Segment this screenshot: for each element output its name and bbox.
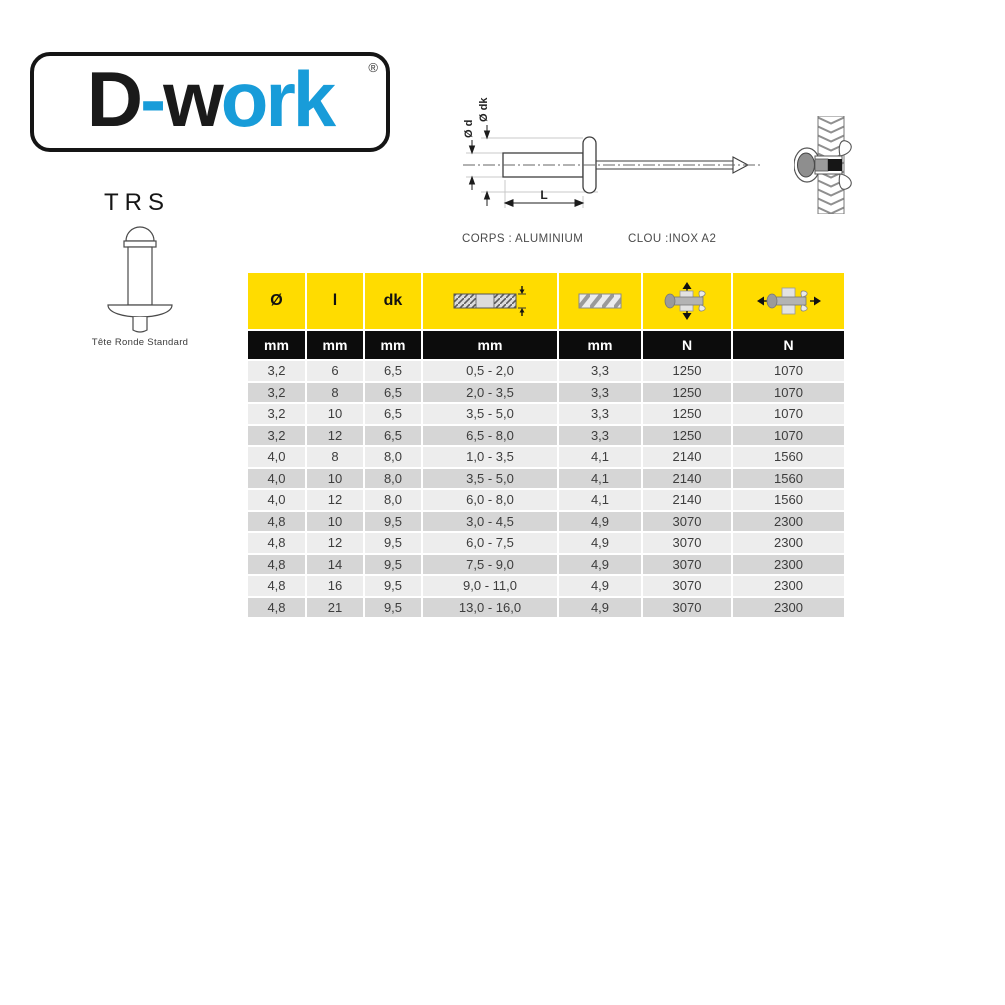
cell-grip-range: 2,0 - 3,5 (423, 383, 557, 403)
cell-length: 10 (307, 469, 363, 489)
cell-drill-diameter: 4,9 (559, 598, 641, 618)
cell-shear-strength: 3070 (643, 576, 731, 596)
cell-shear-strength: 1250 (643, 383, 731, 403)
col-header-label: dk (383, 292, 403, 309)
cell-tensile-strength: 1560 (733, 469, 844, 489)
product-code: TRS (104, 189, 170, 216)
cell-head-diameter: 6,5 (365, 404, 421, 424)
cell-length: 21 (307, 598, 363, 618)
spec-row (248, 555, 844, 575)
cell-grip-range: 7,5 - 9,0 (423, 555, 557, 575)
body-material-label: CORPS : ALUMINIUM (462, 233, 584, 245)
cell-head-diameter: 9,5 (365, 598, 421, 618)
technical-drawing (450, 80, 770, 220)
cell-length: 14 (307, 555, 363, 575)
cell-diameter: 3,2 (248, 361, 305, 381)
rivet-flange (108, 305, 172, 317)
logo-text-part: D (86, 55, 141, 143)
rivet-set-head (798, 153, 815, 177)
cell-grip-range: 13,0 - 16,0 (423, 598, 557, 618)
cell-tensile-strength: 2300 (733, 512, 844, 532)
col-header-drill-diameter (559, 273, 641, 329)
cell-drill-diameter: 4,1 (559, 490, 641, 510)
head-type-caption: Tête Ronde Standard (91, 337, 189, 348)
cell-shear-strength: 2140 (643, 490, 731, 510)
cell-tensile-strength: 2300 (733, 555, 844, 575)
spec-table-body (248, 361, 844, 617)
spec-row (248, 598, 844, 618)
col-header-diameter (248, 273, 305, 329)
cell-shear-strength: 1250 (643, 404, 731, 424)
spec-row (248, 447, 844, 467)
dim-label-dk: Ø dk (478, 97, 490, 122)
rivet-tail-bulge-bottom (839, 174, 851, 189)
cell-grip-range: 6,0 - 8,0 (423, 490, 557, 510)
cell-head-diameter: 9,5 (365, 512, 421, 532)
logo-text-part: w (163, 55, 221, 143)
col-header-shear-strength (643, 273, 731, 329)
col-header-grip-range (423, 273, 557, 329)
cell-diameter: 4,8 (248, 512, 305, 532)
cell-diameter: 4,0 (248, 447, 305, 467)
cell-shear-strength: 3070 (643, 555, 731, 575)
cell-grip-range: 3,0 - 4,5 (423, 512, 557, 532)
unit-label: mm (248, 331, 305, 359)
cell-shear-strength: 1250 (643, 361, 731, 381)
cell-length: 10 (307, 512, 363, 532)
cell-shear-strength: 2140 (643, 469, 731, 489)
cell-drill-diameter: 3,3 (559, 426, 641, 446)
rivet-dome-head (126, 227, 154, 241)
cell-diameter: 4,8 (248, 555, 305, 575)
rivet-tail-bulge-top (839, 141, 851, 156)
grip-range-icon (452, 286, 528, 316)
cell-tensile-strength: 2300 (733, 598, 844, 618)
cell-drill-diameter: 3,3 (559, 383, 641, 403)
cell-drill-diameter: 3,3 (559, 361, 641, 381)
cell-diameter: 4,0 (248, 469, 305, 489)
rivet-stem (133, 317, 147, 332)
cell-diameter: 4,8 (248, 533, 305, 553)
cell-shear-strength: 3070 (643, 598, 731, 618)
cell-diameter: 4,8 (248, 598, 305, 618)
cell-shear-strength: 3070 (643, 533, 731, 553)
cell-drill-diameter: 4,9 (559, 555, 641, 575)
cell-length: 10 (307, 404, 363, 424)
spec-table (246, 271, 846, 619)
unit-label: mm (423, 331, 557, 359)
drill-diameter-icon (578, 293, 622, 309)
cell-length: 12 (307, 426, 363, 446)
col-header-tensile-strength (733, 273, 844, 329)
cell-head-diameter: 6,5 (365, 426, 421, 446)
cell-tensile-strength: 2300 (733, 533, 844, 553)
spec-row (248, 490, 844, 510)
cell-shear-strength: 3070 (643, 512, 731, 532)
spec-row (248, 383, 844, 403)
cell-length: 12 (307, 490, 363, 510)
cell-grip-range: 3,5 - 5,0 (423, 469, 557, 489)
cell-tensile-strength: 1560 (733, 447, 844, 467)
rivet-mandrel-stub (828, 159, 842, 171)
cell-shear-strength: 1250 (643, 426, 731, 446)
cell-drill-diameter: 4,9 (559, 512, 641, 532)
cell-diameter: 3,2 (248, 383, 305, 403)
cell-drill-diameter: 4,9 (559, 576, 641, 596)
cell-diameter: 4,8 (248, 576, 305, 596)
rivet-shank (815, 159, 828, 171)
spec-row (248, 512, 844, 532)
cell-grip-range: 3,5 - 5,0 (423, 404, 557, 424)
logo-text-part: - (140, 55, 164, 143)
cell-head-diameter: 9,5 (365, 533, 421, 553)
cell-tensile-strength: 2300 (733, 576, 844, 596)
spec-row (248, 361, 844, 381)
cell-grip-range: 6,5 - 8,0 (423, 426, 557, 446)
cell-diameter: 4,0 (248, 490, 305, 510)
rivet-body (128, 247, 152, 305)
col-header-head-diameter (365, 273, 421, 329)
col-header-label: l (332, 292, 338, 309)
cell-length: 8 (307, 447, 363, 467)
cell-head-diameter: 9,5 (365, 576, 421, 596)
rivet-head-cap (124, 241, 156, 247)
table-header-row (248, 273, 844, 329)
cell-tensile-strength: 1070 (733, 383, 844, 403)
cell-head-diameter: 6,5 (365, 361, 421, 381)
cell-length: 16 (307, 576, 363, 596)
cell-head-diameter: 6,5 (365, 383, 421, 403)
registered-trademark-icon: ® (368, 60, 378, 75)
cell-drill-diameter: 4,9 (559, 533, 641, 553)
cell-head-diameter: 8,0 (365, 447, 421, 467)
unit-label: N (733, 331, 844, 359)
spec-row (248, 533, 844, 553)
cell-length: 12 (307, 533, 363, 553)
cell-length: 8 (307, 383, 363, 403)
cell-grip-range: 0,5 - 2,0 (423, 361, 557, 381)
cell-grip-range: 9,0 - 11,0 (423, 576, 557, 596)
cell-length: 6 (307, 361, 363, 381)
cell-tensile-strength: 1070 (733, 426, 844, 446)
cell-diameter: 3,2 (248, 426, 305, 446)
unit-label: mm (307, 331, 363, 359)
cell-tensile-strength: 1560 (733, 490, 844, 510)
col-header-label: Ø (270, 292, 283, 309)
shear-strength-icon (664, 282, 710, 320)
mandrel-material-label: CLOU :INOX A2 (628, 233, 717, 245)
cell-head-diameter: 8,0 (365, 490, 421, 510)
cell-grip-range: 1,0 - 3,5 (423, 447, 557, 467)
dim-label-length: L (540, 188, 548, 202)
logo-text-part: ork (220, 55, 334, 143)
spec-row (248, 469, 844, 489)
spec-row (248, 404, 844, 424)
tensile-strength-icon (757, 286, 821, 316)
dim-label-d: Ø d (463, 119, 475, 138)
cell-head-diameter: 9,5 (365, 555, 421, 575)
spec-row (248, 426, 844, 446)
cell-drill-diameter: 3,3 (559, 404, 641, 424)
cell-grip-range: 6,0 - 7,5 (423, 533, 557, 553)
cell-head-diameter: 8,0 (365, 469, 421, 489)
installed-rivet-illustration (794, 116, 858, 214)
spec-row (248, 576, 844, 596)
unit-label: mm (365, 331, 421, 359)
unit-label: mm (559, 331, 641, 359)
table-units-row (248, 331, 844, 359)
brand-logo-text (86, 55, 334, 144)
cell-drill-diameter: 4,1 (559, 469, 641, 489)
brand-logo (30, 52, 390, 152)
cell-drill-diameter: 4,1 (559, 447, 641, 467)
unit-label: N (643, 331, 731, 359)
cell-shear-strength: 2140 (643, 447, 731, 467)
cell-tensile-strength: 1070 (733, 404, 844, 424)
col-header-length (307, 273, 363, 329)
cell-diameter: 3,2 (248, 404, 305, 424)
rivet-product-illustration (98, 222, 182, 334)
cell-tensile-strength: 1070 (733, 361, 844, 381)
